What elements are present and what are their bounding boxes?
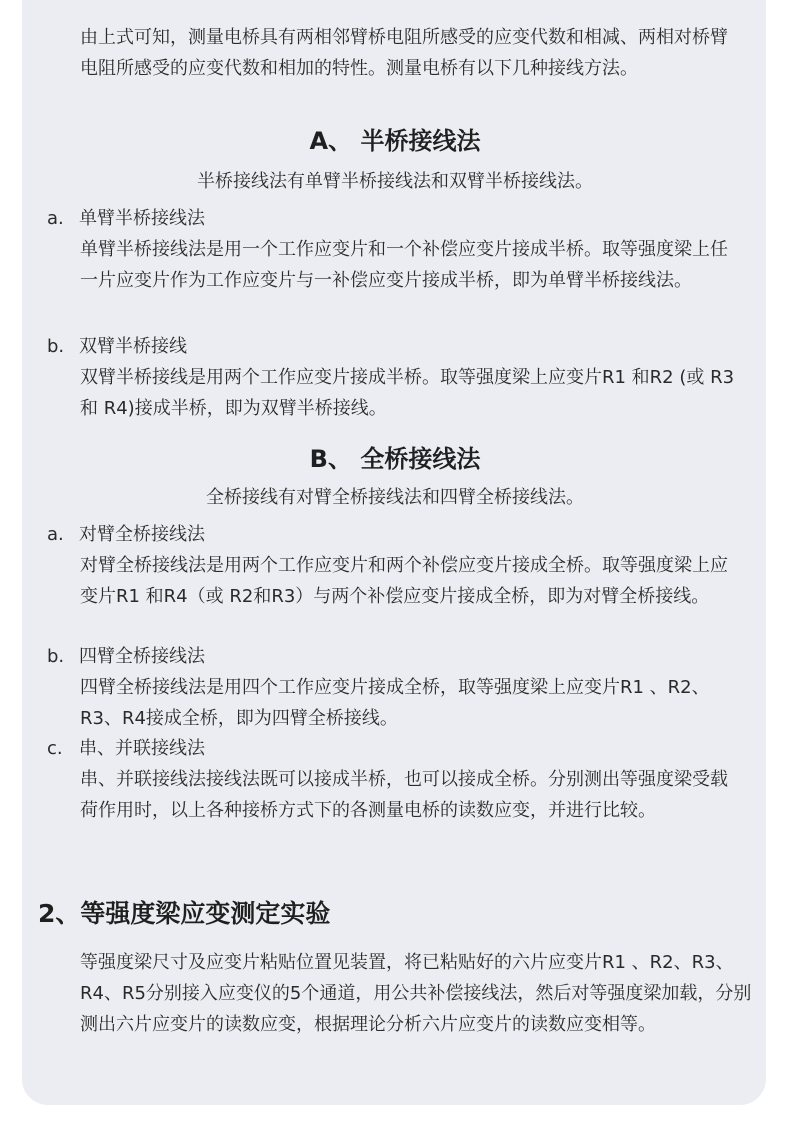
list-marker: b.: [47, 646, 65, 667]
list-item-body: 双臂半桥接线是用两个工作应变片接成半桥。取等强度梁上应变片R1 和R2 (或 R3 和 R4)接成半桥，即为双臂半桥接线。: [80, 367, 735, 419]
intro-paragraph: 由上式可知，测量电桥具有两相邻臂桥电阻所感受的应变代数和相减、两相对桥臂电阻所感受的应变代数和相加的特性。测量电桥有以下几种接线方法。: [80, 27, 728, 79]
section-a-heading: A、 半桥接线法: [309, 127, 481, 155]
list-item-body: 单臂半桥接线法是用一个工作应变片和一个补偿应变片接成半桥。取等强度梁上任一片应变片作为工作应变片与一补偿应变片接成半桥，即为单臂半桥接线法。: [80, 239, 728, 291]
section-2-title: 2、等强度梁应变测定实验: [38, 899, 331, 928]
list-marker: b.: [47, 336, 65, 357]
list-item-title: [47, 332, 187, 362]
list-item-body: 对臂全桥接线法是用两个工作应变片和两个补偿应变片接成全桥。取等强度梁上应变片R1 和R4（或 R2和R3）与两个补偿应变片接成全桥，即为对臂全桥接线。: [80, 555, 728, 607]
section-b-subtitle: 全桥接线有对臂全桥接线法和四臂全桥接线法。: [206, 487, 584, 508]
item-title-text: 对臂全桥接线法: [79, 524, 205, 545]
list-marker: c.: [47, 738, 63, 759]
list-item-title: [47, 642, 205, 672]
item-title-text: 串、并联接线法: [79, 738, 205, 759]
list-item-body: 串、并联接线法接线法既可以接成半桥，也可以接成全桥。分别测出等强度梁受载荷作用时，以上各种接桥方式下的各测量电桥的读数应变，并进行比较。: [80, 769, 728, 821]
item-title-text: 单臂半桥接线法: [79, 208, 205, 229]
item-title-text: 四臂全桥接线法: [79, 646, 205, 667]
list-marker: a.: [47, 524, 64, 545]
section-b-heading: B、 全桥接线法: [309, 445, 481, 473]
list-item-title: [47, 204, 205, 234]
list-item-title: [47, 520, 205, 550]
list-marker: a.: [47, 208, 64, 229]
item-title-text: 双臂半桥接线: [79, 336, 187, 357]
list-item-body: 四臂全桥接线法是用四个工作应变片接成全桥，取等强度梁上应变片R1 、R2、R3、R4接成全桥，即为四臂全桥接线。: [80, 677, 710, 729]
section-2-body: 等强度梁尺寸及应变片粘贴位置见装置，将已粘贴好的六片应变片R1 、R2、R3、R4、R5分别接入应变仪的5个通道，用公共补偿接线法，然后对等强度梁加载，分别测出六片应变片的读数应变，根据理论分析六片应变片的读数应变相等。: [80, 952, 752, 1035]
section-a-subtitle: 半桥接线法有单臂半桥接线法和双臂半桥接线法。: [197, 171, 593, 192]
list-item-title: [47, 734, 205, 764]
